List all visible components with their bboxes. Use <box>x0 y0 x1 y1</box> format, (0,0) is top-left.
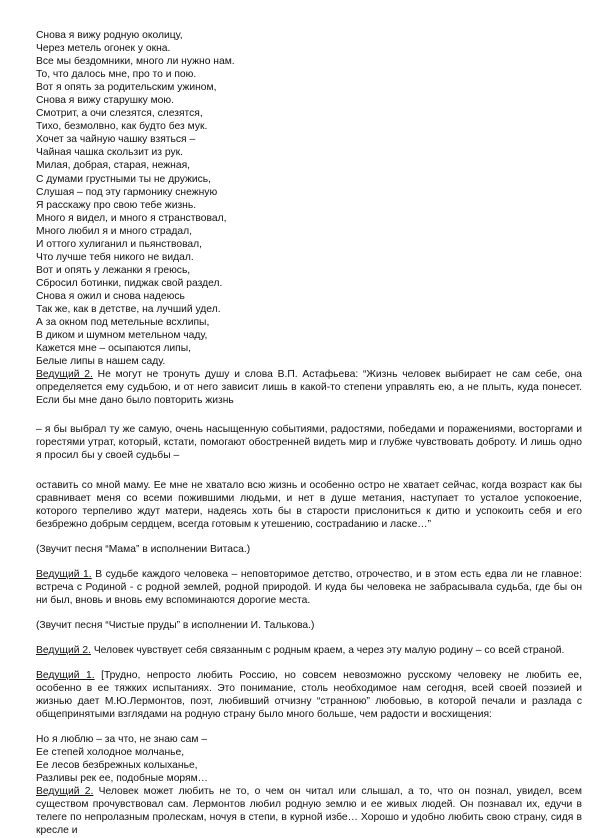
paragraph-childhood <box>36 568 582 607</box>
poem-line: Но я люблю – за что, не знаю сам – <box>36 734 208 746</box>
poem-line: Много я видел, и много я странствовал, <box>36 212 227 224</box>
poem-line: Вот и опять у лежанки я греюсь, <box>36 264 191 276</box>
poem-line: Вот я опять за родительским ужином, <box>36 82 217 94</box>
poem-line: Милая, добрая, старая, нежная, <box>36 160 191 172</box>
poem-line: Белые липы в нашем саду. <box>36 356 166 368</box>
poem-line: И оттого хулиганил и пьянствовал, <box>36 238 203 250</box>
poem-line: Хочет за чайную чашку взяться – <box>36 134 196 146</box>
speaker-label: Ведущий 1. <box>36 669 95 681</box>
poem-line: Кажется мне – осыпаются липы, <box>36 343 191 355</box>
poem-line: Чайная чашка скользит из рук. <box>36 147 184 159</box>
paragraph-lermontov <box>36 669 582 721</box>
paragraph-text: Человек чувствует себя связанным с родным краем, а через эту малую родину – со всей страной. <box>90 644 565 656</box>
speaker-label: Ведущий 1. <box>36 568 92 580</box>
poem-stanza-1 <box>36 29 582 368</box>
poem-line: Так же, как в детстве, на лучший удел. <box>36 303 221 315</box>
paragraph-text: Человек может любить не то, о чем он читал или слышал, а то, что он познал, увидел, всем существом прочувствовал сам. Лермонтов любил родную землю и ее живых людей. Он познавал их, едучи в телеге по непролазным пролескам, ночуя в степи, в курной избе… Хорошо и удобно любить свою страну, сидя в кресле и <box>36 786 582 837</box>
paragraph-text: В судьбе каждого человека – неповторимое детство, отрочество, и в этом есть едва ли не главное: встреча с Родиной - с родной землей, родной природой. И куда бы человека не забрасывала судьба, где бы он ни был, вновь и вновь ему вспоминаются дорогие места. <box>36 568 583 606</box>
paragraph-text: Не могут не тронуть душу и слова В.П. Астафьева: “Жизнь человек выбирает не сам себе, она определяется ему судьбою, и от него зависит лишь в какой-то степени управлять ею, а не плыть, куда понесет. Если бы мне дано было повторить жизнь <box>36 369 583 407</box>
paragraph-text: [Трудно, непросто любить Россию, но совсем невозможно русскому человеку не любить ее, особенно в ее тяжких испытаниях. Это понимание, столь необходимое нам сегодня, всей своей поэзией и жизнью дает М.Ю.Лермонтов, поэт, любивший отчизну “странною” любовью, в которой печали и разлада с общепринятыми взглядами на родную страну было много больше, чем радости и восхищения: <box>36 669 583 721</box>
poem-stanza-2 <box>36 733 582 785</box>
poem-line: Все мы бездомники, много ли нужно нам. <box>36 56 235 68</box>
paragraph-quote-end: оставить со мной маму. Ее мне не хватало всю жизнь и особенно остро не хватает сейчас, когда возраст как бы сравнивает меня со всеми пожившими людьми, и нет в душе метания, наступает то усталое успокоение, которого терпеливо ждут матери, надеясь хоть бы в старости прислониться к дитю и успокоить себя и его безбрежно добрым сердцем, всегда готовым к утешению, сострadанию и ласке…” <box>36 479 582 530</box>
poem-line: Через метель огонек у окна. <box>36 43 171 55</box>
paragraph-native-land <box>36 644 582 657</box>
poem-line: Смотрит, а очи слезятся, слезятся, <box>36 108 203 120</box>
poem-line: Разливы рек ее, подобные морям… <box>36 773 208 785</box>
poem-line: Снова я вижу родную околицу, <box>36 30 183 41</box>
poem-line: Ее степей холодное молчанье, <box>36 747 185 759</box>
poem-line: Слушая – под эту гармонику снежную <box>36 186 218 198</box>
paragraph-love-of-land <box>36 785 582 837</box>
poem-line: Много любил я и много страдал, <box>36 225 192 237</box>
poem-line: С думами грустными ты не дружись, <box>36 173 212 185</box>
poem-line: В диком и шумном метельном чаду, <box>36 330 208 342</box>
paragraph-astafiev-quote <box>36 368 582 407</box>
poem-line: Снова я вижу старушку мою. <box>36 95 174 107</box>
poem-line: Сбросил ботинки, пиджак свой раздел. <box>36 277 223 289</box>
poem-line: Я расскажу про свою тебе жизнь. <box>36 199 197 211</box>
song-note-mama: (Звучит песня “Мама” в исполнении Витаса.) <box>36 543 251 555</box>
poem-line: То, что далось мне, про то и пою. <box>36 69 197 81</box>
poem-line: Ее лесов безбрежных колыханье, <box>36 760 198 772</box>
poem-line: Тихо, безмолвно, как будто без мук. <box>36 121 208 133</box>
song-note-chistye-prudy: (Звучит песня “Чистые пруды” в исполнении И. Талькова.) <box>36 619 315 631</box>
document-page <box>36 29 582 838</box>
poem-line: А за окном под метельные всхлипы, <box>36 317 210 329</box>
speaker-label: Ведущий 2. <box>36 786 94 798</box>
speaker-label: Ведущий 2. <box>36 644 91 656</box>
paragraph-quote-continued: – я бы выбрал ту же самую, очень насыщенную событиями, радостями, победами и поражениями, восторгами и горестями утрат, который, кстати, помогают обостренней видеть мир и глубже чувствовать доброту. И лишь одно я просил бы у своей судьбы – <box>36 424 582 462</box>
poem-line: Что лучше тебя никого не видал. <box>36 251 194 263</box>
poem-line: Снова я ожил и снова надеюсь <box>36 290 185 302</box>
speaker-label: Ведущий 2. <box>36 369 93 381</box>
